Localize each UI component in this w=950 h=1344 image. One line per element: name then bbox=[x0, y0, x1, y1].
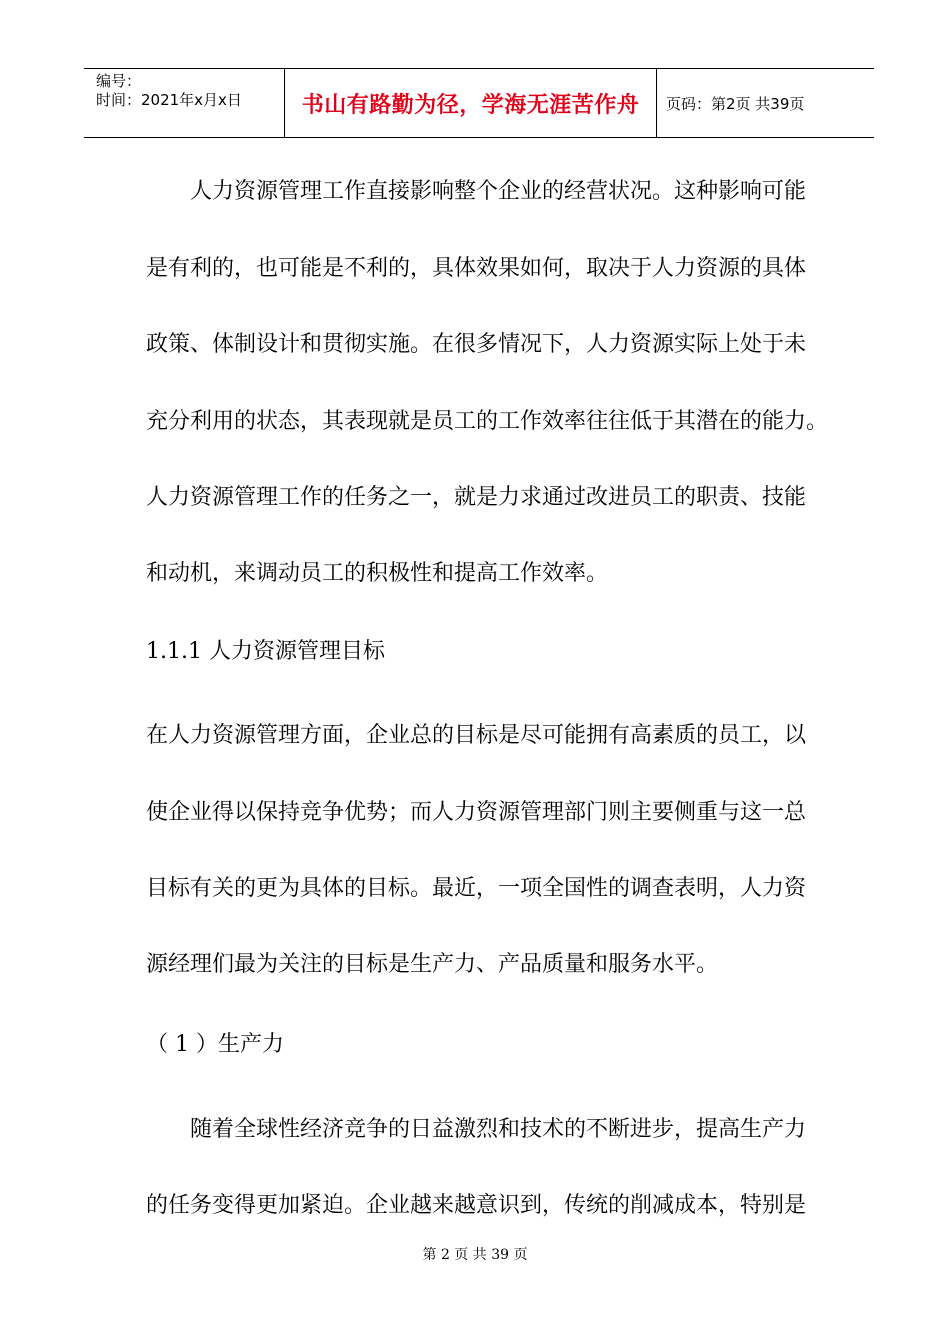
subsection-heading: （ 1 ）生产力 bbox=[146, 1032, 284, 1057]
body-line: 和动机，来调动员工的积极性和提高工作效率。 bbox=[146, 561, 609, 586]
footer-page-number: 第 2 页 共 39 页 bbox=[422, 1247, 528, 1263]
body-line: 政策、体制设计和贯彻实施。在很多情况下，人力资源实际上处于未 bbox=[146, 332, 807, 357]
body-line: 源经理们最为关注的目标是生产力、产品质量和服务水平。 bbox=[146, 952, 719, 977]
body-line: 目标有关的更为具体的目标。最近，一项全国性的调查表明，人力资 bbox=[146, 876, 807, 901]
body-line: 在人力资源管理方面，企业总的目标是尽可能拥有高素质的员工，以 bbox=[146, 723, 807, 748]
page-header bbox=[84, 68, 874, 138]
body-line: 充分利用的状态，其表现就是员工的工作效率往往低于其潜在的能力。 bbox=[146, 409, 829, 434]
body-line: 随着全球性经济竞争的日益激烈和技术的不断进步，提高生产力 bbox=[146, 1117, 807, 1142]
body-line: 人力资源管理工作的任务之一，就是力求通过改进员工的职责、技能 bbox=[146, 485, 807, 510]
header-meta-cell bbox=[84, 69, 285, 137]
motto-text: 书山有路勤为径，学海无涯苦作舟 bbox=[301, 92, 640, 118]
header-motto-cell bbox=[285, 69, 657, 137]
body-line: 使企业得以保持竞争优势；而人力资源管理部门则主要侧重与这一总 bbox=[146, 800, 807, 825]
section-heading: 1.1.1 人力资源管理目标 bbox=[146, 639, 385, 664]
body-line: 人力资源管理工作直接影响整个企业的经营状况。这种影响可能 bbox=[146, 179, 807, 204]
body-line: 是有利的，也可能是不利的，具体效果如何，取决于人力资源的具体 bbox=[146, 256, 807, 281]
header-page-cell bbox=[657, 69, 874, 137]
date-label: 时间：2021年x月x日 bbox=[96, 91, 242, 109]
page-footer bbox=[0, 1244, 950, 1264]
serial-label: 编号： bbox=[96, 72, 142, 90]
body-line: 的任务变得更加紧迫。企业越来越意识到，传统的削减成本，特别是 bbox=[146, 1193, 807, 1218]
page-info: 页码：第2页 共39页 bbox=[666, 94, 805, 113]
